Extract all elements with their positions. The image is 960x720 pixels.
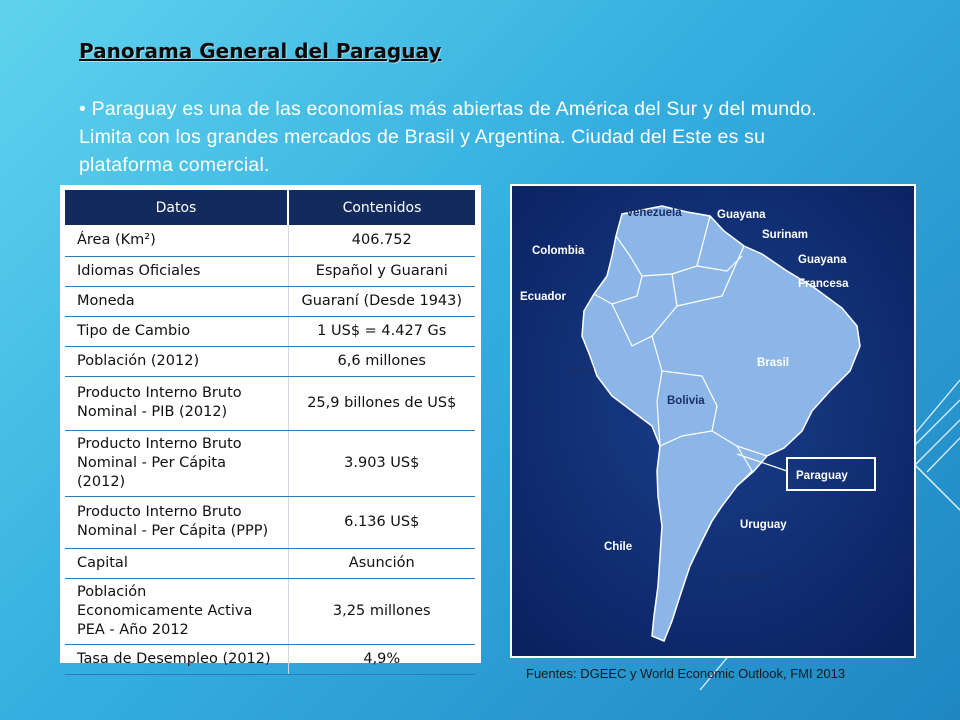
label-ecuador: Ecuador [520, 291, 567, 303]
row-label: Capital [65, 548, 288, 578]
source-note: Fuentes: DGEEC y World Economic Outlook, FMI 2013 [526, 666, 846, 681]
data-table [65, 190, 475, 675]
row-label: Producto Interno Bruto Nominal - Per Cápita (2012) [65, 430, 288, 496]
row-value: 3.903 US$ [288, 430, 475, 496]
row-label: Tipo de Cambio [65, 316, 288, 346]
intro-bullet: • Paraguay es una de las economías más abiertas de América del Sur y del mundo. Limita con los grandes mercados de Brasil y Argentina. Ciudad del Este es su plataforma comercial. [79, 98, 818, 176]
table-row [65, 578, 475, 644]
label-guayana-francesa-2: Francesa [798, 278, 849, 290]
label-colombia: Colombia [532, 245, 585, 257]
table-row [65, 316, 475, 346]
data-table-panel [60, 185, 481, 667]
row-value: 3,25 millones [288, 578, 475, 644]
row-label: Moneda [65, 286, 288, 316]
label-surinam: Surinam [762, 229, 809, 241]
label-guayana: Guayana [717, 209, 766, 221]
table-row [65, 644, 475, 674]
table-row [65, 548, 475, 578]
table-row [65, 225, 475, 256]
label-guayana-francesa-1: Guayana [798, 254, 847, 266]
row-value: 1 US$ = 4.427 Gs [288, 316, 475, 346]
row-value: Asunción [288, 548, 475, 578]
row-label: Idiomas Oficiales [65, 256, 288, 286]
label-venezuela: Venezuela [626, 207, 682, 219]
row-value: 25,9 billones de US$ [288, 376, 475, 430]
row-label: Población (2012) [65, 346, 288, 376]
slide-title: Panorama General del Paraguay [79, 39, 442, 63]
label-paraguay: Paraguay [796, 470, 848, 482]
row-label: Población Economicamente Activa PEA - Año 2012 [65, 578, 288, 644]
row-value: Guaraní (Desde 1943) [288, 286, 475, 316]
label-argentina: Argentina [717, 571, 771, 583]
row-value: 406.752 [288, 225, 475, 256]
row-value: Español y Guarani [288, 256, 475, 286]
label-uruguay: Uruguay [740, 519, 787, 531]
row-value: 6,6 millones [288, 346, 475, 376]
row-label: Producto Interno Bruto Nominal - Per Cápita (PPP) [65, 496, 288, 548]
row-value: 6.136 US$ [288, 496, 475, 548]
table-row [65, 256, 475, 286]
table-row [65, 496, 475, 548]
column-header-contenidos: Contenidos [288, 190, 475, 225]
label-peru: Perú [569, 365, 595, 377]
table-row [65, 376, 475, 430]
table-row [65, 430, 475, 496]
row-value: 4,9% [288, 644, 475, 674]
row-label: Área (Km²) [65, 225, 288, 256]
table-header-row [65, 190, 475, 225]
label-brasil: Brasil [757, 357, 789, 369]
label-chile: Chile [604, 541, 633, 553]
table-row [65, 286, 475, 316]
column-header-datos: Datos [65, 190, 288, 225]
map-panel [510, 184, 916, 658]
south-america-map [512, 186, 914, 656]
row-label: Producto Interno Bruto Nominal - PIB (2012) [65, 376, 288, 430]
label-bolivia: Bolivia [667, 395, 705, 407]
row-label: Tasa de Desempleo (2012) [65, 644, 288, 674]
table-row [65, 346, 475, 376]
